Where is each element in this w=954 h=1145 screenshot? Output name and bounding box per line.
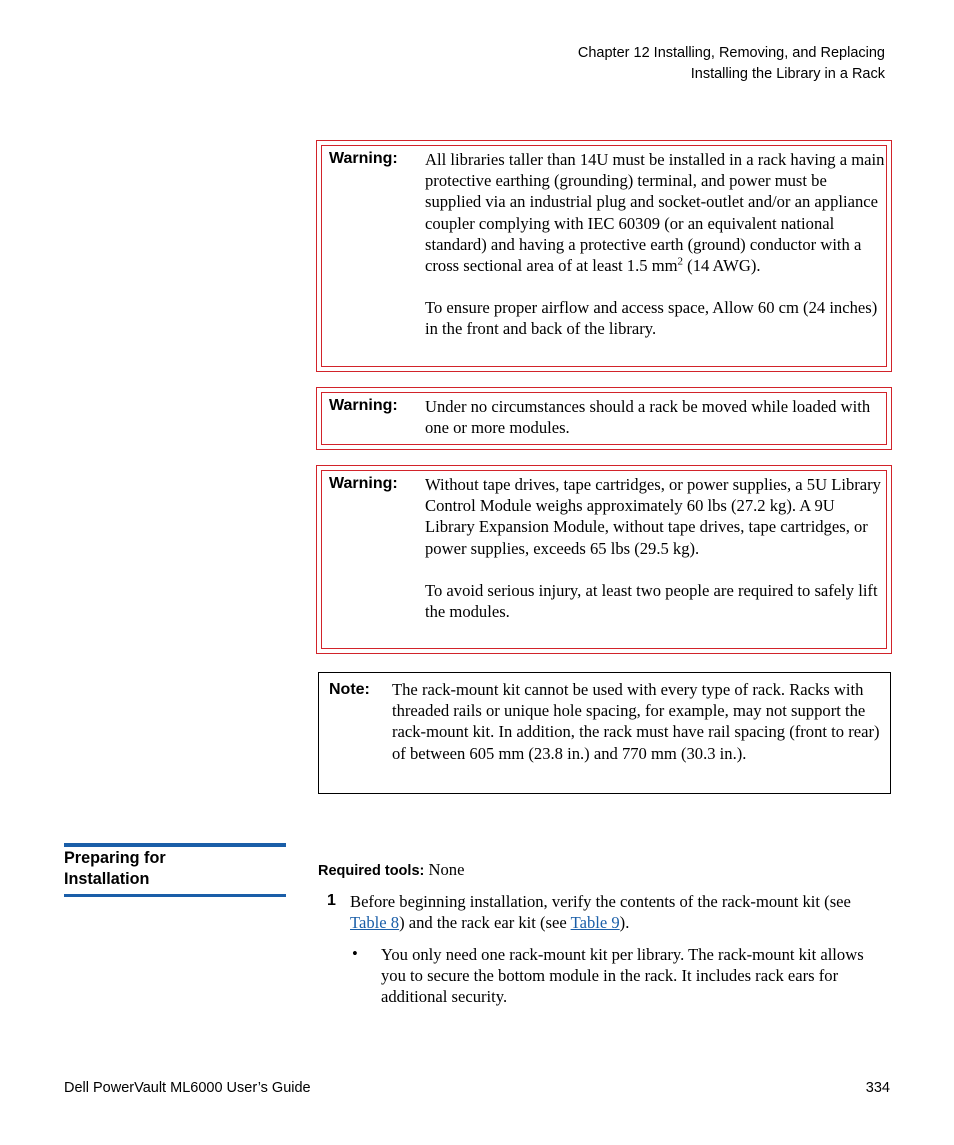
section-rule-top <box>64 843 286 847</box>
warning-paragraph: All libraries taller than 14U must be installed in a rack having a main protective earthing (grounding) terminal, and power must be supplied via an industrial plug and socket-outlet and/or an appliance coupler complying with IEC 60309 (or an equivalent national standard) and having a protective earth (ground) conductor with a cross sectional area of at least 1.5 $mm^2$ (14 AWG). <box>425 150 885 276</box>
step-text: Before beginning installation, verify the contents of the rack-mount kit (see Table 8) and the rack ear kit (see Table 9). <box>350 892 851 933</box>
warning-box-earthing <box>316 140 892 372</box>
note-box <box>318 672 891 794</box>
table-9-link[interactable]: Table 9 <box>570 913 620 933</box>
footer-title: Dell PowerVault ML6000 User’s Guide <box>64 1080 311 1096</box>
note-label: Note: <box>329 681 370 698</box>
required-tools: Required tools: None <box>318 860 465 879</box>
warning-label: Warning: <box>329 475 398 492</box>
warning-paragraph: Under no circumstances should a rack be moved while loaded with one or more modules. <box>425 397 871 438</box>
step-number: 1 <box>327 892 336 909</box>
section-rule-bottom <box>64 894 286 897</box>
warning-text <box>425 474 885 622</box>
warning-label: Warning: <box>329 397 398 414</box>
header-chapter: Chapter 12 Installing, Removing, and Replacing <box>577 45 885 61</box>
warning-text <box>425 149 885 340</box>
note-text: The rack-mount kit cannot be used with every type of rack. Racks with threaded rails or unique hole spacing, for example, may not support the rack-mount kit. In addition, the rack must have rail spacing (front to rear) of between 605 mm (23.8 in.) and 770 mm (30.3 in.). <box>392 680 880 763</box>
bullet-marker: • <box>352 944 358 963</box>
warning-label: Warning: <box>329 150 398 167</box>
warning-paragraph: To ensure proper airflow and access space, Allow 60 cm (24 inches) in the front and back of the library. <box>425 298 878 339</box>
table-8-link[interactable]: Table 8 <box>350 913 400 933</box>
warning-box-moving <box>316 387 892 450</box>
running-header <box>578 43 885 85</box>
page-number: 334 <box>865 1080 890 1096</box>
warning-paragraph: To avoid serious injury, at least two people are required to safely lift the modules. <box>425 580 878 622</box>
header-section: Installing the Library in a Rack <box>690 66 885 82</box>
bullet-text: You only need one rack-mount kit per library. The rack-mount kit allows you to secure the bottom module in the rack. It includes rack ears for additional security. <box>381 945 864 1007</box>
warning-text <box>425 396 885 438</box>
warning-paragraph: Without tape drives, tape cartridges, or power supplies, a 5U Library Control Module weighs approximately 60 lbs (27.2 kg). A 9U Library Expansion Module, without tape drives, tape cartridges, or power supplies, exceeds 65 lbs (29.5 kg). <box>425 475 881 558</box>
section-heading: Preparing for Installation <box>64 849 166 888</box>
warning-box-weight <box>316 465 892 654</box>
